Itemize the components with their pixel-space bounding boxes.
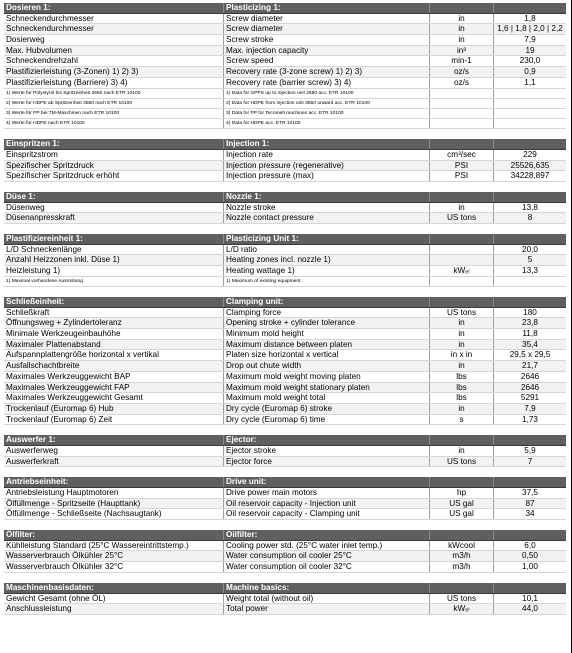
section-nozzle-1 bbox=[4, 192, 566, 224]
label-de: Öffnungsweg + Zylindertoleranz bbox=[6, 318, 122, 328]
table-row bbox=[4, 150, 566, 161]
value: 180 bbox=[493, 308, 566, 318]
header-value bbox=[493, 234, 566, 244]
label-de: 2) Werte für HDPE ab Spritzeinheit 3550 nach ETR 10100 bbox=[6, 100, 133, 106]
table-row bbox=[4, 213, 566, 224]
unit: oz/s bbox=[429, 67, 493, 77]
label-de: 3) Werte für PP bei TM-Maschinen nach ETR 10100 bbox=[6, 110, 120, 116]
label-de: Auswerferweg bbox=[6, 445, 58, 455]
unit bbox=[429, 89, 493, 98]
label-en: Nozzle contact pressure bbox=[223, 213, 429, 223]
header-value bbox=[493, 139, 566, 149]
label-de: Kühlleistung Standard (25°C Wassereintrittstemp.) bbox=[6, 540, 189, 550]
table-row bbox=[4, 46, 566, 57]
table-row bbox=[4, 255, 566, 266]
unit: PSI bbox=[429, 171, 493, 181]
header-value bbox=[493, 435, 566, 445]
unit: in³ bbox=[429, 46, 493, 56]
label-de: Anzahl Heizzonen inkl. Düse 1) bbox=[6, 255, 120, 265]
value: 11,8 bbox=[493, 329, 566, 339]
label-de: Schneckendurchmesser bbox=[6, 13, 94, 23]
label-en: 4) Data for HDPE acc. ETR 10100 bbox=[223, 119, 429, 128]
value: 19 bbox=[493, 46, 566, 56]
value: 6,0 bbox=[493, 541, 566, 551]
label-de: Schließkraft bbox=[6, 307, 50, 317]
header-value bbox=[493, 297, 566, 307]
unit: hp bbox=[429, 488, 493, 498]
label-en: Weight total (without oil) bbox=[223, 594, 429, 604]
header-en: Ejector: bbox=[223, 435, 429, 445]
value: 29,5 x 29,5 bbox=[493, 350, 566, 360]
label-de: Spezifischer Spritzdruck bbox=[6, 160, 94, 170]
label-de: Minimale Werkzeugeinbauhöhe bbox=[6, 329, 121, 339]
value: 1,1 bbox=[493, 78, 566, 88]
label-de: Schneckendrehzahl bbox=[6, 56, 78, 66]
header-de: Einspritzen 1: bbox=[6, 139, 60, 149]
value: 20,0 bbox=[493, 245, 566, 255]
unit bbox=[429, 119, 493, 128]
label-en: Drive power main motors bbox=[223, 488, 429, 498]
table-row bbox=[4, 340, 566, 351]
label-de: Plastifizierleistung (Barriere) 3) 4) bbox=[6, 77, 128, 87]
footnote-row bbox=[4, 99, 566, 109]
header-de: Antriebseinheit: bbox=[6, 477, 69, 487]
label-de: Plastifizierleistung (3-Zonen) 1) 2) 3) bbox=[6, 67, 139, 77]
footnote-row bbox=[4, 277, 566, 287]
unit: lbs bbox=[429, 383, 493, 393]
unit: s bbox=[429, 415, 493, 425]
unit: in bbox=[429, 24, 493, 34]
section-header bbox=[4, 297, 566, 308]
header-de: Plastifiziereinheit 1: bbox=[6, 234, 83, 244]
label-en: 1) Maximum of existing equipment bbox=[223, 277, 429, 286]
label-de: Düsenweg bbox=[6, 202, 45, 212]
section-header bbox=[4, 435, 566, 446]
unit: US gal bbox=[429, 509, 493, 519]
label-de: Düsenanpresskraft bbox=[6, 213, 75, 223]
header-de: Ölfilter: bbox=[6, 530, 36, 540]
table-row bbox=[4, 318, 566, 329]
table-row bbox=[4, 171, 566, 182]
value: 1,73 bbox=[493, 415, 566, 425]
value: 7,9 bbox=[493, 404, 566, 414]
value: 13,3 bbox=[493, 266, 566, 276]
unit: kWcool bbox=[429, 541, 493, 551]
label-de: Trockenlauf (Euromap 6) Zeit bbox=[6, 414, 113, 424]
label-de: Ölfüllmenge - Spritzseite (Haupttank) bbox=[6, 498, 141, 508]
value: 23,8 bbox=[493, 318, 566, 328]
value: 1,00 bbox=[493, 562, 566, 572]
label-en: Oil reservoir capacity - Clamping unit bbox=[223, 509, 429, 519]
label-en: Recovery rate (3-zone screw) 1) 2) 3) bbox=[223, 67, 429, 77]
table-row bbox=[4, 35, 566, 46]
table-row bbox=[4, 372, 566, 383]
unit bbox=[429, 245, 493, 255]
label-en: Drop out chute width bbox=[223, 361, 429, 371]
header-unit bbox=[429, 477, 493, 487]
table-row bbox=[4, 329, 566, 340]
header-de: Dosieren 1: bbox=[6, 3, 51, 12]
value: 5291 bbox=[493, 393, 566, 403]
label-en: Screw diameter bbox=[223, 14, 429, 24]
value: 5 bbox=[493, 255, 566, 265]
label-en: Maximum mold weight stationary platen bbox=[223, 383, 429, 393]
header-en: Machine basics: bbox=[223, 583, 429, 593]
spec-sheet bbox=[4, 3, 566, 625]
label-de: 4) Werte für HDPE nach ETR 10100 bbox=[6, 121, 85, 127]
label-de: Ausfallschachtbreite bbox=[6, 361, 80, 371]
header-unit bbox=[429, 139, 493, 149]
value: 7 bbox=[493, 457, 566, 467]
section-oil-cooler bbox=[4, 530, 566, 573]
label-de: Einspritzstrom bbox=[6, 149, 58, 159]
value: 230,0 bbox=[493, 56, 566, 66]
section-injection-1 bbox=[4, 139, 566, 182]
unit: US gal bbox=[429, 499, 493, 509]
label-de: Max. Hubvolumen bbox=[6, 45, 72, 55]
label-de: Heizleistung 1) bbox=[6, 266, 61, 276]
label-en: Oil reservoir capacity - Injection unit bbox=[223, 499, 429, 509]
table-row bbox=[4, 14, 566, 25]
table-row bbox=[4, 541, 566, 552]
label-en: Maximum mold weight moving platen bbox=[223, 372, 429, 382]
value bbox=[493, 109, 566, 118]
unit: in bbox=[429, 203, 493, 213]
label-en: Cooling power std. (25°C water inlet temp.) bbox=[223, 541, 429, 551]
value: 5,9 bbox=[493, 446, 566, 456]
label-de: Trockenlauf (Euromap 6) Hub bbox=[6, 403, 114, 413]
value: 2646 bbox=[493, 372, 566, 382]
unit: in bbox=[429, 340, 493, 350]
value: 7,9 bbox=[493, 35, 566, 45]
unit: cm³/sec bbox=[429, 150, 493, 160]
unit: in bbox=[429, 329, 493, 339]
label-en: Screw speed bbox=[223, 56, 429, 66]
value: 8 bbox=[493, 213, 566, 223]
label-en: Clamping force bbox=[223, 308, 429, 318]
value: 13,8 bbox=[493, 203, 566, 213]
value: 0,50 bbox=[493, 551, 566, 561]
table-row bbox=[4, 594, 566, 605]
footnote-row bbox=[4, 119, 566, 129]
label-en: Recovery rate (barrier screw) 3) 4) bbox=[223, 78, 429, 88]
header-en: Oilfilter: bbox=[223, 530, 429, 540]
label-de: Spezifischer Spritzdruck erhöht bbox=[6, 171, 120, 181]
footnote-row bbox=[4, 89, 566, 99]
unit bbox=[429, 277, 493, 286]
section-plasticizing-1 bbox=[4, 3, 566, 129]
value: 10,1 bbox=[493, 594, 566, 604]
header-unit bbox=[429, 583, 493, 593]
unit: oz/s bbox=[429, 78, 493, 88]
section-header bbox=[4, 583, 566, 594]
table-row bbox=[4, 383, 566, 394]
label-en: Water consumption oil cooler 25°C bbox=[223, 551, 429, 561]
label-en: Platen size horizontal x vertical bbox=[223, 350, 429, 360]
section-ejector bbox=[4, 435, 566, 467]
label-de: Maximaler Plattenabstand bbox=[6, 339, 101, 349]
table-row bbox=[4, 446, 566, 457]
section-drive-unit bbox=[4, 477, 566, 520]
table-row bbox=[4, 67, 566, 78]
unit: US tons bbox=[429, 457, 493, 467]
label-de: Anschlussleistung bbox=[6, 604, 72, 614]
footnote-row bbox=[4, 109, 566, 119]
header-value bbox=[493, 477, 566, 487]
label-en: Heating wattage 1) bbox=[223, 266, 429, 276]
label-de: Antriebsleistung Hauptmotoren bbox=[6, 488, 119, 497]
unit: in bbox=[429, 361, 493, 371]
label-en: 1) Data for GPPS up to injection unit 2550 acc. ETR 10100 bbox=[223, 89, 429, 98]
table-row bbox=[4, 203, 566, 214]
label-de: Maximales Werkzeuggewicht FAP bbox=[6, 382, 130, 392]
header-en: Plasticizing Unit 1: bbox=[223, 234, 429, 244]
table-row bbox=[4, 361, 566, 372]
table-row bbox=[4, 488, 566, 499]
label-en: Dry cycle (Euromap 6) time bbox=[223, 415, 429, 425]
unit bbox=[429, 255, 493, 265]
value: 1,6 | 1,8 | 2,0 | 2,2 bbox=[493, 24, 566, 34]
table-row bbox=[4, 161, 566, 172]
unit: US tons bbox=[429, 213, 493, 223]
section-header bbox=[4, 530, 566, 541]
table-row bbox=[4, 404, 566, 415]
unit: in bbox=[429, 14, 493, 24]
unit: m3/h bbox=[429, 562, 493, 572]
label-en: Ejector stroke bbox=[223, 446, 429, 456]
value: 37,5 bbox=[493, 488, 566, 498]
label-de: Wasserverbrauch Ölkühler 32°C bbox=[6, 562, 124, 572]
header-de: Schließeinheit: bbox=[6, 297, 65, 306]
table-row bbox=[4, 499, 566, 510]
label-de: Auswerferkraft bbox=[6, 456, 59, 466]
header-unit bbox=[429, 192, 493, 202]
unit bbox=[429, 109, 493, 118]
value: 34 bbox=[493, 509, 566, 519]
label-de: Wasserverbrauch Ölkühler 25°C bbox=[6, 551, 124, 561]
label-de: L/D Schneckenlänge bbox=[6, 244, 82, 254]
value bbox=[493, 99, 566, 108]
header-de: Auswerfer 1: bbox=[6, 435, 56, 445]
unit: PSI bbox=[429, 161, 493, 171]
value: 21,7 bbox=[493, 361, 566, 371]
unit: lbs bbox=[429, 372, 493, 382]
value bbox=[493, 277, 566, 286]
unit: in bbox=[429, 404, 493, 414]
table-row bbox=[4, 509, 566, 520]
label-en: Nozzle stroke bbox=[223, 203, 429, 213]
header-value bbox=[493, 192, 566, 202]
value: 87 bbox=[493, 499, 566, 509]
label-en: Injection pressure (max) bbox=[223, 171, 429, 181]
unit: in bbox=[429, 318, 493, 328]
header-unit bbox=[429, 297, 493, 307]
header-en: Plasticizing 1: bbox=[223, 3, 429, 13]
table-row bbox=[4, 78, 566, 89]
table-row bbox=[4, 551, 566, 562]
unit: US tons bbox=[429, 308, 493, 318]
unit: US tons bbox=[429, 594, 493, 604]
table-row bbox=[4, 457, 566, 468]
label-en: Total power bbox=[223, 604, 429, 614]
table-row bbox=[4, 245, 566, 256]
label-en: Water consumption oil cooler 32°C bbox=[223, 562, 429, 572]
table-row bbox=[4, 24, 566, 35]
label-en: Opening stroke + cylinder tolerance bbox=[223, 318, 429, 328]
label-en: Maximum distance between platen bbox=[223, 340, 429, 350]
label-en: Max. injection capacity bbox=[223, 46, 429, 56]
table-row bbox=[4, 350, 566, 361]
label-de: Schneckendurchmesser bbox=[6, 24, 94, 34]
label-en: Injection pressure (regenerative) bbox=[223, 161, 429, 171]
label-de: 1) Werte für Polystyrol bis Spritzeinheit 2550 nach ETR 10100 bbox=[6, 90, 141, 96]
unit: m3/h bbox=[429, 551, 493, 561]
value: 1,8 bbox=[493, 14, 566, 24]
section-header bbox=[4, 3, 566, 14]
value bbox=[493, 89, 566, 98]
table-row bbox=[4, 308, 566, 319]
value: 35,4 bbox=[493, 340, 566, 350]
value bbox=[493, 119, 566, 128]
unit bbox=[429, 99, 493, 108]
header-en: Nozzle 1: bbox=[223, 192, 429, 202]
label-en: Injection rate bbox=[223, 150, 429, 160]
section-plasticizing-unit-1 bbox=[4, 234, 566, 287]
label-en: Ejector force bbox=[223, 457, 429, 467]
header-unit bbox=[429, 435, 493, 445]
table-row bbox=[4, 393, 566, 404]
table-row bbox=[4, 562, 566, 573]
unit: kWₑₗ bbox=[429, 604, 493, 614]
value: 229 bbox=[493, 150, 566, 160]
label-en: 2) Data for HDPE from injection unit 3550 onward acc. ETR 10100 bbox=[223, 99, 429, 108]
label-en: Screw stroke bbox=[223, 35, 429, 45]
unit: in x in bbox=[429, 350, 493, 360]
label-de: Dosierweg bbox=[6, 35, 45, 45]
header-de: Maschinenbasisdaten: bbox=[6, 582, 94, 592]
unit: kWₑₗ bbox=[429, 266, 493, 276]
table-row bbox=[4, 604, 566, 615]
label-en: Minimum mold height bbox=[223, 329, 429, 339]
section-header bbox=[4, 139, 566, 150]
header-unit bbox=[429, 3, 493, 13]
table-row bbox=[4, 56, 566, 67]
label-en: L/D ratio bbox=[223, 245, 429, 255]
table-row bbox=[4, 415, 566, 426]
section-header bbox=[4, 234, 566, 245]
label-en: Maximum mold weight total bbox=[223, 393, 429, 403]
section-header bbox=[4, 477, 566, 488]
header-value bbox=[493, 530, 566, 540]
header-en: Drive unit: bbox=[223, 477, 429, 487]
value: 2646 bbox=[493, 383, 566, 393]
table-row bbox=[4, 266, 566, 277]
label-de: Maximales Werkzeuggewicht BAP bbox=[6, 371, 131, 381]
label-en: Dry cycle (Euromap 6) stroke bbox=[223, 404, 429, 414]
label-en: 3) Data for PP for Tecomelt machines acc. ETR 10100 bbox=[223, 109, 429, 118]
value: 34228,897 bbox=[493, 171, 566, 181]
unit: lbs bbox=[429, 393, 493, 403]
header-en: Injection 1: bbox=[223, 139, 429, 149]
label-de: 1) Maximal vorhandene Ausrüstung bbox=[6, 278, 83, 284]
header-value bbox=[493, 583, 566, 593]
section-clamping-unit bbox=[4, 297, 566, 425]
value: 0,9 bbox=[493, 67, 566, 77]
section-header bbox=[4, 192, 566, 203]
label-de: Maximales Werkzeuggewicht Gesamt bbox=[6, 393, 143, 403]
header-unit bbox=[429, 530, 493, 540]
header-value bbox=[493, 3, 566, 13]
section-machine-basics bbox=[4, 583, 566, 615]
value: 25526,635 bbox=[493, 161, 566, 171]
label-de: Ölfüllmenge - Schließseite (Nachsaugtank) bbox=[6, 509, 162, 519]
label-en: Heating zones incl. nozzle 1) bbox=[223, 255, 429, 265]
label-de: Gewicht Gesamt (ohne ÖL) bbox=[6, 593, 106, 603]
header-de: Düse 1: bbox=[6, 192, 36, 201]
header-unit bbox=[429, 234, 493, 244]
label-en: Screw diameter bbox=[223, 24, 429, 34]
value: 44,0 bbox=[493, 604, 566, 614]
label-de: Aufspannplattengröße horizontal x vertikal bbox=[6, 350, 159, 360]
unit: min-1 bbox=[429, 56, 493, 66]
header-en: Clamping unit: bbox=[223, 297, 429, 307]
unit: in bbox=[429, 446, 493, 456]
unit: in bbox=[429, 35, 493, 45]
